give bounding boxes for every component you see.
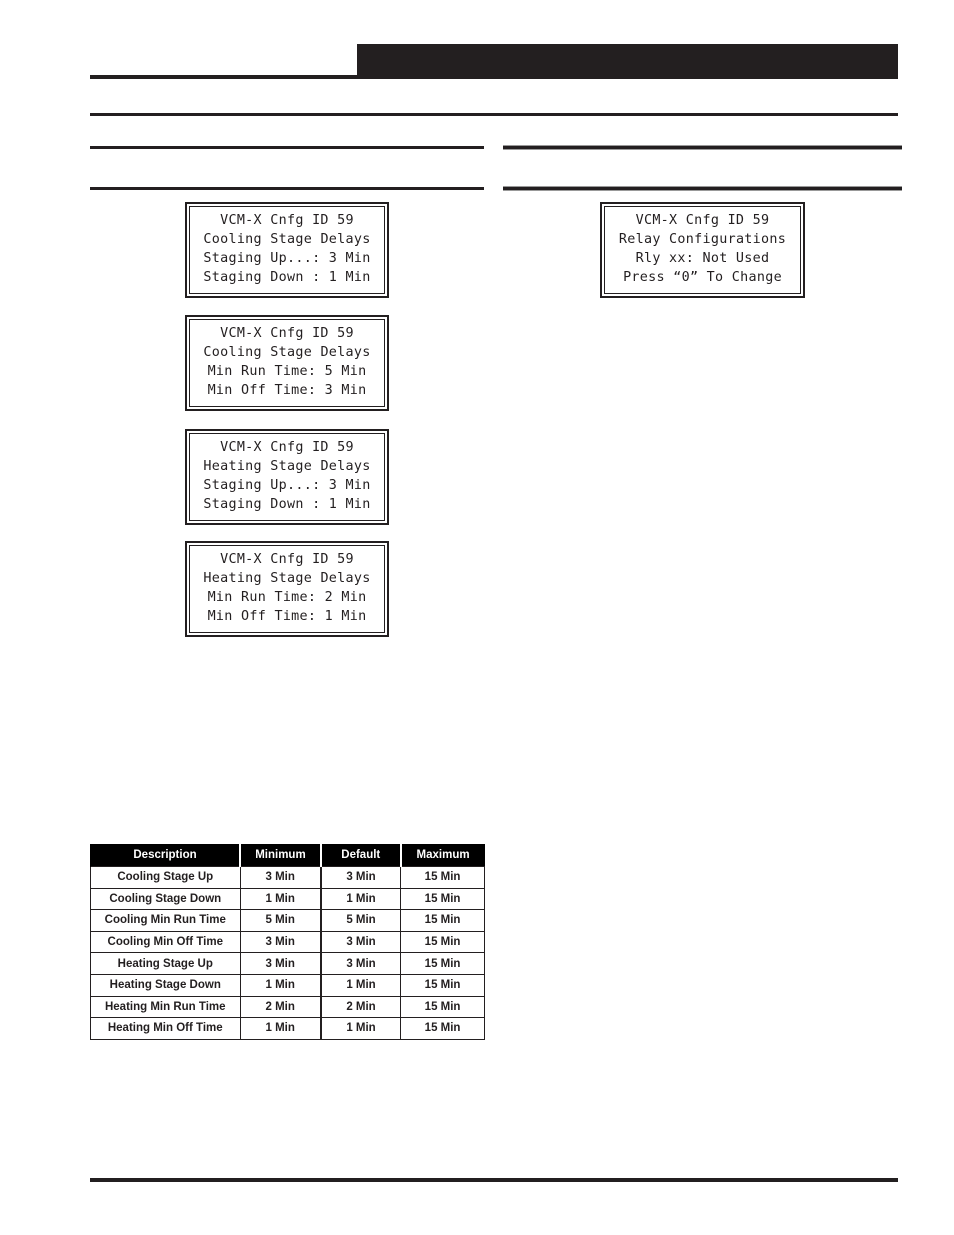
- table-row: [91, 888, 485, 910]
- header-maximum: Maximum: [401, 844, 485, 867]
- table-row: [91, 867, 485, 889]
- default-cell: 2 Min: [321, 996, 401, 1018]
- default-cell: 1 Min: [321, 974, 401, 996]
- minimum-cell: 2 Min: [240, 996, 321, 1018]
- header-minimum: Minimum: [240, 844, 321, 867]
- lcd-line: VCM-X Cnfg ID 59: [635, 213, 770, 228]
- minimum-cell: 3 Min: [240, 931, 321, 953]
- lcd-line: Min Run Time: 2 Min: [207, 590, 367, 605]
- table-row: [91, 953, 485, 975]
- table-row: [91, 1018, 485, 1040]
- default-cell: 3 Min: [321, 931, 401, 953]
- lcd-line: Cooling Stage Delays: [203, 232, 371, 247]
- table-row: [91, 910, 485, 932]
- maximum-cell: 15 Min: [401, 953, 485, 975]
- minimum-cell: 1 Min: [240, 974, 321, 996]
- table-header-row: [91, 844, 485, 867]
- lcd-line: VCM-X Cnfg ID 59: [220, 326, 354, 341]
- header-rule: [90, 75, 358, 79]
- description-cell: Cooling Min Off Time: [91, 931, 241, 953]
- maximum-cell: 15 Min: [401, 888, 485, 910]
- lcd-screen-cooling-runtime: [185, 315, 389, 411]
- header-default: Default: [321, 844, 401, 867]
- maximum-cell: 15 Min: [401, 1018, 485, 1040]
- maximum-cell: 15 Min: [401, 974, 485, 996]
- minimum-cell: 3 Min: [240, 953, 321, 975]
- lcd-line: Press “0” To Change: [623, 270, 782, 285]
- lcd-line: Staging Down : 1 Min: [203, 270, 371, 285]
- description-cell: Heating Stage Up: [91, 953, 241, 975]
- table-row: [91, 996, 485, 1018]
- maximum-cell: 15 Min: [401, 931, 485, 953]
- default-cell: 3 Min: [321, 953, 401, 975]
- lcd-line: Staging Down : 1 Min: [203, 497, 371, 512]
- footer-rule: [90, 1178, 898, 1182]
- description-cell: Heating Min Run Time: [91, 996, 241, 1018]
- table-row: [91, 974, 485, 996]
- lcd-line: Staging Up...: 3 Min: [203, 251, 371, 266]
- description-cell: Cooling Stage Up: [91, 867, 241, 889]
- lcd-line: Relay Configurations: [618, 232, 787, 247]
- default-cell: 5 Min: [321, 910, 401, 932]
- lcd-line: Cooling Stage Delays: [203, 345, 371, 360]
- header-description: Description: [91, 844, 241, 867]
- left-column-rule-bottom: [90, 187, 484, 190]
- lcd-line: Heating Stage Delays: [203, 459, 371, 474]
- lcd-line: VCM-X Cnfg ID 59: [220, 552, 354, 567]
- left-column-rule-top: [90, 146, 484, 149]
- right-column-rule-bottom: [503, 187, 902, 190]
- section-rule: [90, 113, 898, 116]
- lcd-screen-heating-runtime: [185, 541, 389, 637]
- maximum-cell: 15 Min: [401, 867, 485, 889]
- lcd-line: Min Off Time: 3 Min: [207, 383, 367, 398]
- stage-delays-table: [90, 844, 485, 1040]
- lcd-line: Staging Up...: 3 Min: [203, 478, 371, 493]
- lcd-screen-cooling-staging: [185, 202, 389, 298]
- lcd-line: VCM-X Cnfg ID 59: [220, 213, 354, 228]
- maximum-cell: 15 Min: [401, 996, 485, 1018]
- minimum-cell: 1 Min: [240, 1018, 321, 1040]
- default-cell: 3 Min: [321, 867, 401, 889]
- description-cell: Heating Stage Down: [91, 974, 241, 996]
- lcd-line: Heating Stage Delays: [203, 571, 371, 586]
- lcd-line: Rly xx: Not Used: [635, 251, 770, 266]
- lcd-screen-relay-config: [600, 202, 805, 298]
- lcd-line: VCM-X Cnfg ID 59: [220, 440, 354, 455]
- description-cell: Heating Min Off Time: [91, 1018, 241, 1040]
- lcd-line: Min Off Time: 1 Min: [207, 609, 367, 624]
- maximum-cell: 15 Min: [401, 910, 485, 932]
- table-row: [91, 931, 485, 953]
- default-cell: 1 Min: [321, 888, 401, 910]
- right-column-rule-top: [503, 146, 902, 149]
- description-cell: Cooling Min Run Time: [91, 910, 241, 932]
- header-black-band: [357, 44, 898, 79]
- minimum-cell: 5 Min: [240, 910, 321, 932]
- lcd-screen-heating-staging: [185, 429, 389, 525]
- default-cell: 1 Min: [321, 1018, 401, 1040]
- minimum-cell: 3 Min: [240, 867, 321, 889]
- description-cell: Cooling Stage Down: [91, 888, 241, 910]
- lcd-line: Min Run Time: 5 Min: [207, 364, 367, 379]
- minimum-cell: 1 Min: [240, 888, 321, 910]
